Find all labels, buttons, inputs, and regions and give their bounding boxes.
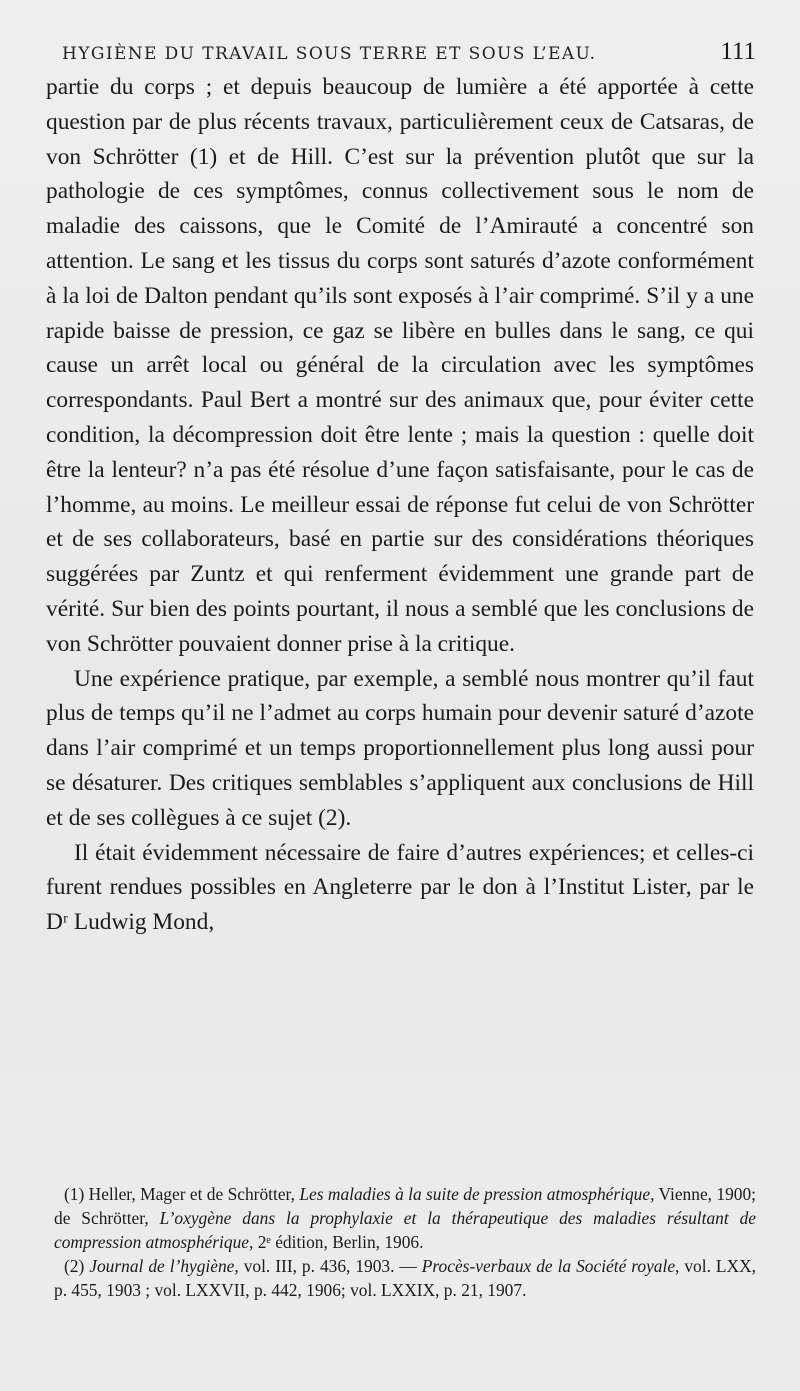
footnote-1-title-2: L’oxygène dans la prophylaxie et la thérapeutique des maladies résultant de compression atmosphérique, <box>54 1208 757 1252</box>
running-title: HYGIÈNE DU TRAVAIL SOUS TERRE ET SOUS L’EAU. <box>62 44 597 64</box>
footnote-2-marker: (2) <box>64 1256 90 1276</box>
footnote-2-ref-2: vol. LXX, p. 455, 1903 ; vol. LXXVII, p. 442, 1906; vol. LXXIX, p. 21, 1907. <box>54 1256 756 1300</box>
running-head <box>62 38 762 72</box>
footnote-1 <box>54 1182 756 1254</box>
footnote-2-ref-1: vol. III, p. 436, 1903. — <box>238 1256 422 1276</box>
footnote-1-edition: 2ᵉ édition, Berlin, 1906. <box>253 1232 424 1252</box>
footnote-1-authors: (1) Heller, Mager et de Schrötter, <box>64 1184 300 1204</box>
footnote-2-proceedings: Procès-verbaux de la Société royale, <box>421 1256 680 1276</box>
footnote-1-place: Vienne, 1900; de Schrötter, <box>54 1184 757 1228</box>
footnote-1-title-1: Les maladies à la suite de pression atmosphérique, <box>299 1184 655 1204</box>
paragraph-2: Une expérience pratique, par exemple, a semblé nous montrer qu’il faut plus de temps qu’il ne l’admet au corps humain pour devenir saturé d’azote dans l’air comprimé et un temps proportionnellement plus long aussi pour se désaturer. Des critiques semblables s’appliquent aux conclusions de Hill et de ses collègues à ce sujet (2). <box>46 665 754 831</box>
footnotes <box>54 1182 756 1302</box>
paragraph-3: Il était évidemment nécessaire de faire d’autres expériences; et celles-ci furent rendues possibles en Angleterre par le don à l’Institut Lister, par le Dʳ Ludwig Mond, <box>46 839 754 936</box>
body-text <box>46 70 754 940</box>
footnote-2-journal: Journal de l’hygiène, <box>89 1256 239 1276</box>
page-number: 111 <box>720 38 756 65</box>
paragraph-1: partie du corps ; et depuis beaucoup de lumière a été apportée à cette question par de plus récents travaux, particulièrement ceux de Catsaras, de von Schrötter (1) et de Hill. C’est sur la prévention plutôt que sur la pathologie de ces symptômes, connus collectivement sous le nom de maladie des caissons, que le Comité de l’Amirauté a concentré son attention. Le sang et les tissus du corps sont saturés d’azote conformément à la loi de Dalton pendant qu’ils sont exposés à l’air comprimé. S’il y a une rapide baisse de pression, ce gaz se libère en bulles dans le sang, ce qui cause un arrêt local ou général de la circulation avec les symptômes correspondants. Paul Bert a montré sur des animaux que, pour éviter cette condition, la décompression doit être lente ; mais la question : quelle doit être la lenteur? n’a pas été résolue d’une façon satisfaisante, pour le cas de l’homme, au moins. Le meilleur essai de réponse fut celui de von Schrötter et de ses collaborateurs, basé en partie sur des considérations théoriques suggérées par Zuntz et qui renferment évidemment une grande part de vérité. Sur bien des points pourtant, il nous a semblé que les conclusions de von Schrötter pouvaient donner prise à la critique. <box>46 74 754 657</box>
footnote-2 <box>54 1254 756 1302</box>
